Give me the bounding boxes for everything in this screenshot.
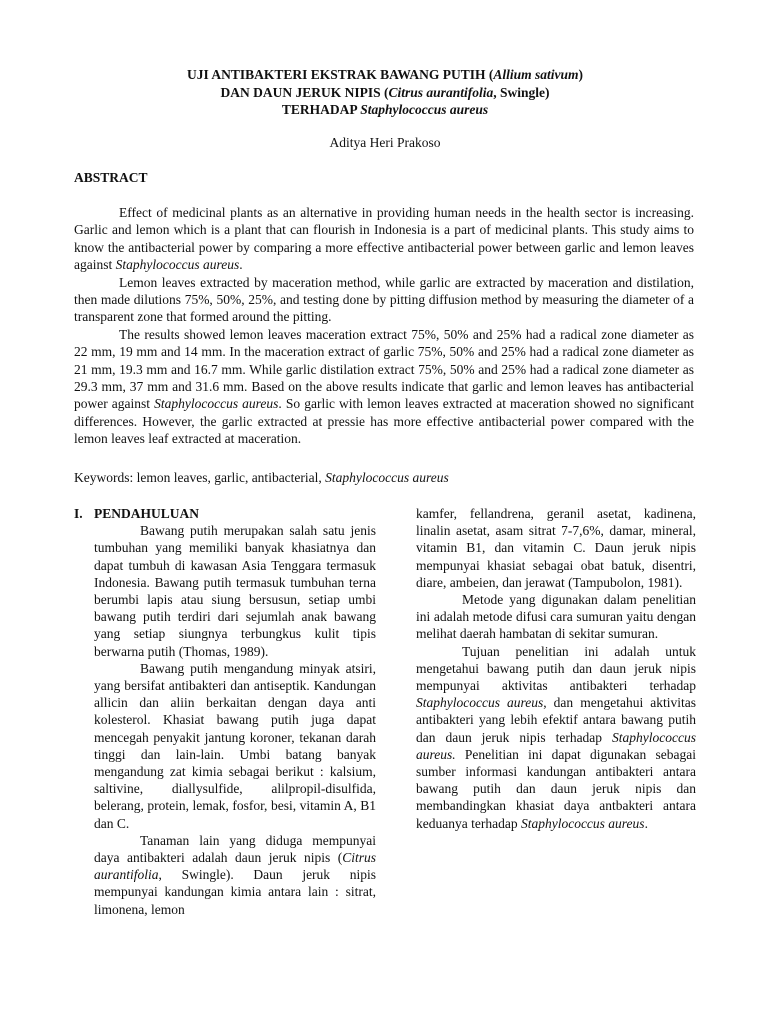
intro-paragraph-3-continued: kamfer, fellandrena, geranil asetat, kadinena, linalin asetat, asam sitrat 7-7,6%, damar, mineral, vitamin B1, dan vitamin C. Daun jeruk nipis mempunyai khasiat sebagai obat batuk, disentri, diare, ambeien, dan jerawat (Tampubolon, 1981). — [416, 506, 696, 590]
keywords: Keywords: lemon leaves, garlic, antibacterial, Staphylococcus aureus — [74, 470, 449, 485]
author-name: Aditya Heri Prakoso — [329, 135, 441, 150]
title-line1: UJI ANTIBAKTERI EKSTRAK BAWANG PUTIH (Allium sativum) — [186, 67, 584, 82]
abstract-paragraph-2: Lemon leaves extracted by maceration method, while garlic are extracted by maceration and distilation, then made dilutions 75%, 50%, 25%, and testing done by pitting diffusion method by measuring the diameter of a transparent zone that formed around the pitting. — [74, 274, 694, 325]
abstract-paragraph-1: Effect of medicinal plants as an alternative in providing human needs in the health sector is increasing. Garlic and lemon which is a plant that can flourish in Indonesia is a part of medicinal plants. This study aims to know the antibacterial power by comparing a more effective antibacterial power between garlic and lemon leaves against Staphylococcus aureus. — [74, 205, 694, 273]
intro-paragraph-3: Tanaman lain yang diduga mempunyai daya antibakteri adalah daun jeruk nipis (Citrus aurantifolia, Swingle). Daun jeruk nipis mempunyai kandungan kimia antara lain : sitrat, limonena, lemon — [94, 832, 376, 917]
abstract-paragraph-3: The results showed lemon leaves maceration extract 75%, 50% and 25% had a radical zone diameter as 22 mm, 19 mm and 14 mm. In the maceration extract of garlic 75%, 50% and 25% had a radical zone diameter as 21 mm, 19.3 mm and 16.7 mm. While garlic distilation extract 75%, 50% and 25% had a radical zone diameter as 29.3 mm, 37 mm and 31.6 mm. Based on the above results indicate that garlic and lemon leaves has antibacterial power against Staphylococcus aureus. So garlic with lemon leaves extracted at maceration showed no significant differences. However, the garlic extracted at pressie has more effective antibacterial power compared with the lemon leaves leaf extracted at maceration. — [74, 326, 694, 447]
section-number: I. — [74, 506, 83, 521]
paper-title — [72, 66, 698, 119]
intro-paragraph-2: Bawang putih mengandung minyak atsiri, yang bersifat antibakteri dan antiseptik. Kandungan allicin dan aliin berkaitan dengan daya anti kolesterol. Khasiat bawang putih juga dapat mencegah penyakit jantung koroner, tekanan darah tinggi dan lain-lain. Umbi batang banyak mengandung zat kimia sebagai berikut : kalsium, saltivine, diallysulfide, alilpropil-disulfida, belerang, protein, lemak, fosfor, besi, vitamin A, B1 dan C. — [94, 660, 376, 831]
intro-paragraph-5: Tujuan penelitian ini adalah untuk mengetahui bawang putih dan daun jeruk nipis mempunyai aktivitas antibakteri terhadap Staphylococcus aureus, dan mengetahui aktivitas antibakteri yang lebih efektif antara bawang putih dan daun jeruk nipis terhadap Staphylococcus aureus. Penelitian ini dapat digunakan sebagai sumber informasi kandungan antibakteri antara bawang putih dan daun jeruk nipis dan membandingkan khasiat daya antbakteri antara keduanya terhadap Staphylococcus aureus. — [416, 643, 696, 831]
right-column — [416, 505, 696, 832]
intro-paragraph-1: Bawang putih merupakan salah satu jenis tumbuhan yang memiliki banyak khasiatnya dan dapat tumbuh di kawasan Asia Tenggara termasuk Indonesia. Bawang putih termasuk tumbuhan terna berumbi lapis atau siung bersusun, setiap umbi bawang putih terdiri dari sejumlah anak bawang yang setiap siungnya terbungkus kulit tipis berwarna putih (Thomas, 1989). — [94, 523, 376, 659]
title-line3: TERHADAP Staphylococcus aureus — [281, 102, 489, 117]
abstract-body — [74, 204, 694, 448]
left-column — [94, 505, 376, 918]
title-line2: DAN DAUN JERUK NIPIS (Citrus aurantifolia, Swingle) — [220, 84, 550, 100]
intro-paragraph-4: Metode yang digunakan dalam penelitian ini adalah metode difusi cara sumuran yaitu dengan melihat daerah hambatan di sekitar sumuran. — [416, 592, 696, 642]
section-title: PENDAHULUAN — [94, 506, 200, 521]
abstract-heading: ABSTRACT — [74, 170, 148, 185]
